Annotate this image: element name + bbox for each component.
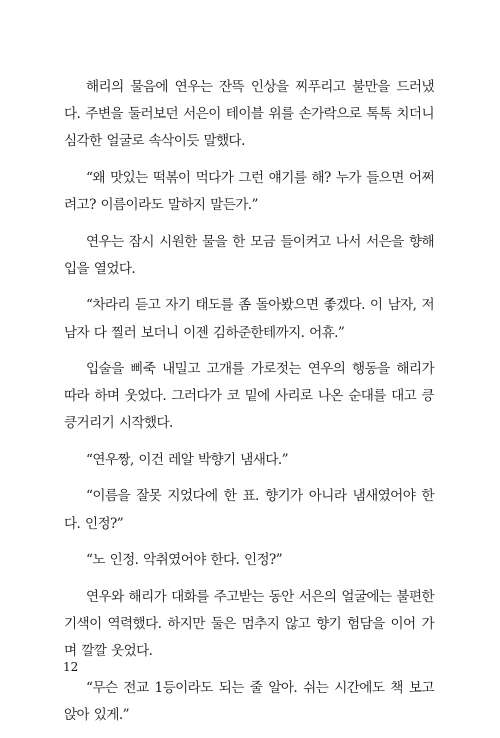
paragraph-2: “왜 맛있는 떡볶이 먹다가 그런 얘기를 해? 누가 들으면 어쩌려고? 이름이라도 말하지 말든가.” bbox=[64, 169, 434, 214]
paragraph-7: “이름을 잘못 지었다에 한 표. 향기가 아니라 냄새였어야 한다. 인정?” bbox=[64, 488, 434, 532]
paragraph-8: “노 인정. 악취였어야 한다. 인정?” bbox=[86, 552, 283, 569]
paragraph-3: 연우는 잠시 시원한 물을 한 모금 들이켜고 나서 서은을 향해 입을 열었다. bbox=[64, 233, 434, 277]
paragraph-6: “연우짱, 이건 레알 박향기 냄새다.” bbox=[86, 451, 288, 468]
paragraph-5: 입술을 삐죽 내밀고 고개를 가로젓는 연우의 행동을 해리가 따라 하며 웃었다. 그러다가 코 밑에 사리로 나온 순대를 대고 킁킁거리기 시작했다. bbox=[64, 361, 434, 432]
paragraph-4: “차라리 듣고 자기 태도를 좀 돌아봤으면 좋겠다. 이 남자, 저 남자 다 찔러 보더니 이젠 김하준한테까지. 어휴.” bbox=[64, 297, 434, 341]
paragraph-1: 해리의 물음에 연우는 잔뜩 인상을 찌푸리고 불만을 드러냈다. 주변을 둘러보던 서은이 테이블 위를 손가락으로 톡톡 치더니 심각한 얼굴로 속삭이듯 말했다. bbox=[64, 79, 434, 150]
page-number: 12 bbox=[63, 660, 79, 674]
paragraph-10: “무슨 전교 1등이라도 되는 줄 알아. 쉬는 시간에도 책 보고 앉아 있게.” bbox=[64, 679, 434, 723]
body-text bbox=[64, 74, 434, 738]
paragraph-9: 연우와 해리가 대화를 주고받는 동안 서은의 얼굴에는 불편한 기색이 역력했다. 하지만 둘은 멈추지 않고 향기 험담을 이어 가며 깔깔 웃었다. bbox=[64, 588, 434, 660]
